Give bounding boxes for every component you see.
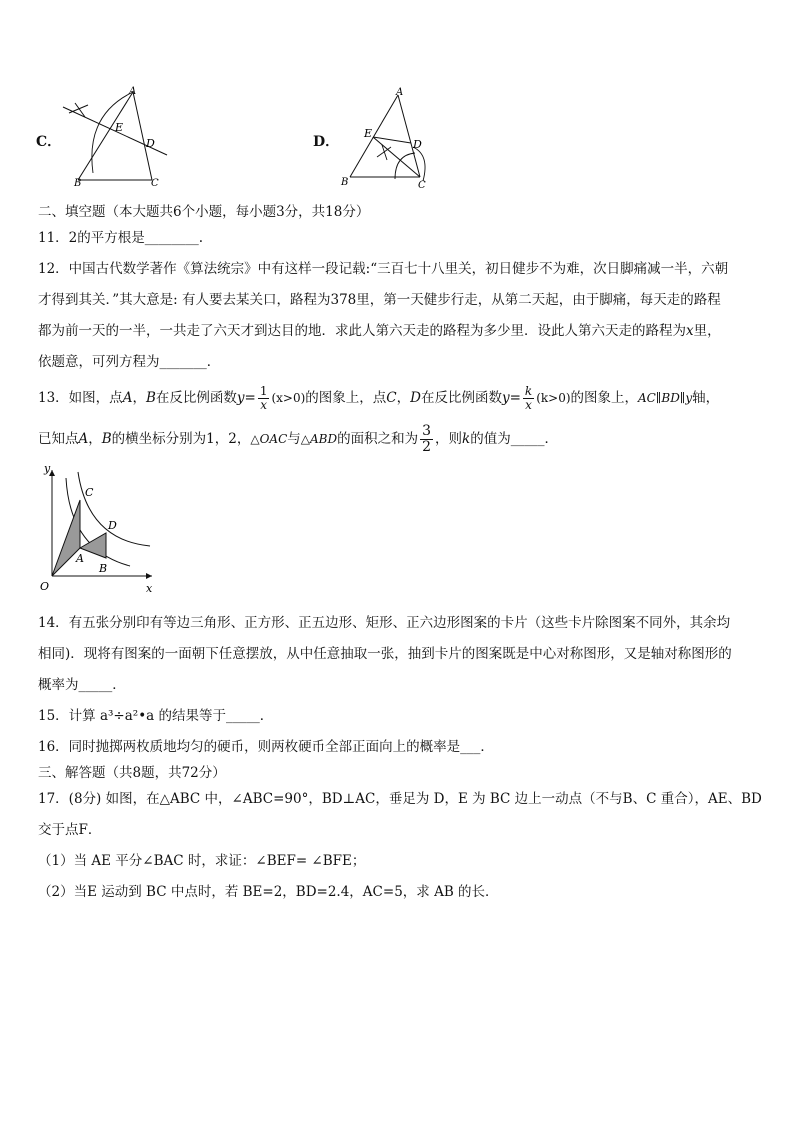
option-d-label: D． <box>313 134 340 150</box>
graph-origin-label: O <box>40 580 50 593</box>
option-c-label: C． <box>36 134 62 150</box>
question-16: 16．同时抛掷两枚质地均匀的硬币，则两枚硬币全部正面向上的概率是___． <box>38 739 494 755</box>
question-15: 15．计算 a³÷a²•a 的结果等于_____． <box>38 708 274 724</box>
section-2-heading: 二、填空题（本大题共6个小题，每小题3分，共18分） <box>38 204 370 220</box>
c-point-d: D <box>146 137 155 150</box>
question-14-line-3: 概率为_____． <box>38 677 126 693</box>
c-point-e: E <box>115 121 124 134</box>
graph-point-c: C <box>85 486 94 499</box>
graph-point-b: B <box>99 562 108 575</box>
question-12-line-3: 都为前一天的一半，一共走了六天才到达目的地．求此人第六天走的路程为多少里．设此人第六天走的路程为x里， <box>38 323 721 339</box>
fraction-k-over-x: $\frac{k}{x}$ <box>524 384 533 412</box>
d-point-d: D <box>413 138 422 151</box>
d-point-e: E <box>364 127 373 140</box>
fraction-3-over-2: $\frac{3}{2}$ <box>422 423 432 455</box>
question-14-line-2: 相同)．现将有图案的一面朝下任意摆放，从中任意抽取一张，抽到卡片的图案既是中心对称图形，又是轴对称图形的 <box>38 646 732 662</box>
question-17-part-1: （1）当 AE 平分∠BAC 时，求证：∠BEF= ∠BFE； <box>38 853 366 869</box>
fraction-1-over-x: $\frac{1}{x}$ <box>259 384 268 412</box>
c-point-c: C <box>151 178 159 189</box>
question-11: 11．2的平方根是________. <box>38 230 204 246</box>
question-13-line-2: 已知点A，B的横坐标分别为1，2，△OAC与△ABD的面积之和为 $\frac{3}{2}$ ，则k的值为_____． <box>38 423 558 455</box>
graph-point-d: D <box>108 519 117 532</box>
c-point-b: B <box>74 178 82 189</box>
option-c-figure <box>55 85 180 195</box>
c-point-a: A <box>129 86 137 97</box>
question-12-line-4: 依题意，可列方程为_______． <box>38 354 221 370</box>
question-13-graph <box>30 458 160 598</box>
section-3-heading: 三、解答题（共8题，共72分） <box>38 765 226 781</box>
question-12-line-1: 12．中国古代数学著作《算法统宗》中有这样一段记载:“三百七十八里关，初日健步不为难，次日脚痛减一半，六朝 <box>38 261 729 277</box>
d-point-b: B <box>341 177 349 188</box>
d-point-a: A <box>396 87 404 98</box>
question-14-line-1: 14．有五张分别印有等边三角形、正方形、正五边形、矩形、正六边形图案的卡片（这些卡片除图案不同外，其余均 <box>38 615 731 631</box>
graph-x-axis-label: x <box>146 582 153 595</box>
graph-point-a: A <box>76 552 84 565</box>
question-17-line-1: 17．(8分) 如图，在△ABC 中，∠ABC=90°，BD⊥AC，垂足为 D，E 为 BC 边上一动点（不与B、C 重合），AE、BD <box>38 791 762 807</box>
d-point-c: C <box>418 180 426 191</box>
question-13-line-1: 13．如图，点A，B在反比例函数y= $\frac{1}{x}$ (x>0)的图象上，点C，D在反比例函数y= $\frac{k}{x}$ (k>0)的图象上，AC∥BD∥y轴， <box>38 384 720 412</box>
question-12-line-2: 才得到其关．”其大意是: 有人要去某关口，路程为378里，第一天健步行走，从第二天起，由于脚痛，每天走的路程 <box>38 292 721 308</box>
graph-y-axis-label: y <box>44 462 51 475</box>
question-17-line-2: 交于点F． <box>38 822 102 838</box>
question-17-part-2: （2）当E 运动到 BC 中点时，若 BE=2，BD=2.4，AC=5，求 AB 的长． <box>38 884 499 900</box>
option-d-figure <box>335 85 445 195</box>
